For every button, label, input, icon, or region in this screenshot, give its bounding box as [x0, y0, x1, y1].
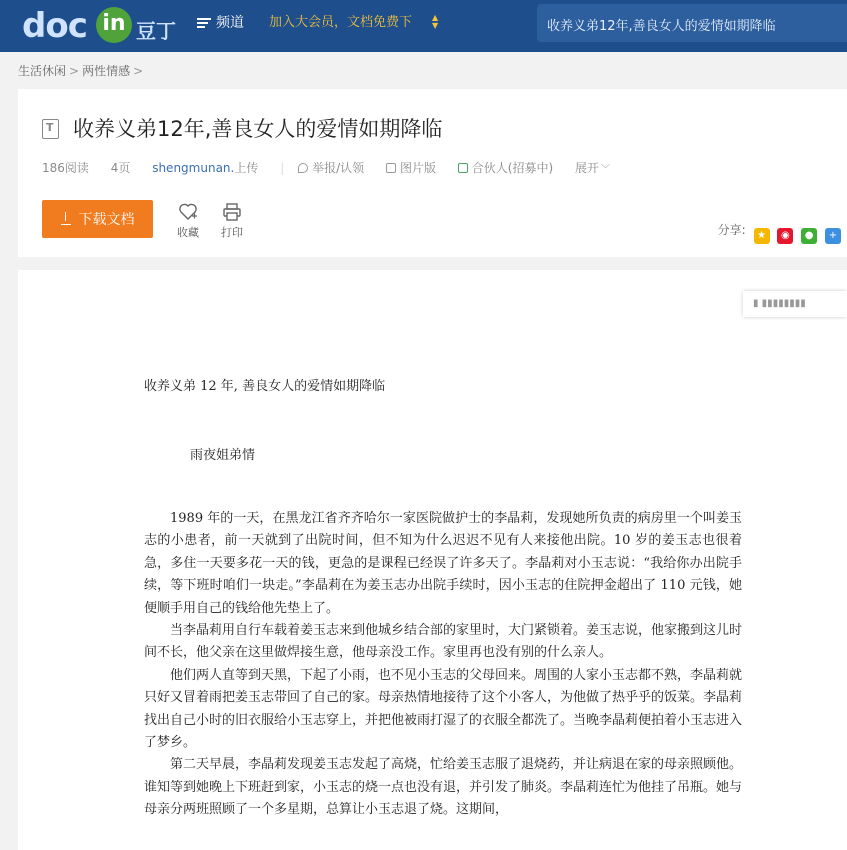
heart-icon — [178, 202, 198, 222]
breadcrumb-separator: > — [133, 64, 144, 78]
meta-divider: | — [280, 161, 285, 175]
favorite-button[interactable] — [173, 202, 203, 240]
breadcrumb — [18, 62, 146, 79]
page-count: 4页 — [110, 161, 131, 175]
document-header-panel — [18, 89, 847, 257]
print-label: 打印 — [221, 226, 243, 239]
uploader-link[interactable]: shengmunan. — [152, 161, 235, 175]
more-share-icon[interactable]: + — [825, 228, 841, 244]
share-bar — [718, 221, 841, 244]
qzone-share-icon[interactable]: ★ — [754, 228, 770, 244]
search-box — [537, 4, 847, 42]
channel-menu[interactable] — [197, 13, 244, 33]
print-button[interactable] — [217, 202, 247, 240]
paragraph: 他们两人直等到天黑，下起了小雨，也不见小玉志的父母回来。周围的人家小玉志都不熟，李晶莉就只好又冒着雨把姜玉志带回了自己的家。母亲热情地接待了这个小客人，为他做了热乎乎的饭菜。李晶莉找出自己小时的旧衣服给小玉志穿上，并把他被雨打湿了的衣服全都洗了。当晚李晶莉便拍着小玉志进入了梦乡。 — [144, 667, 743, 751]
report-label: 举报/认领 — [312, 161, 365, 175]
document-heading: 收养义弟 12 年, 善良女人的爱情如期降临 — [144, 379, 386, 394]
shield-icon — [298, 163, 308, 173]
read-count: 186阅读 — [42, 161, 89, 175]
favorite-label: 收藏 — [177, 226, 199, 239]
paragraph: 1989 年的一天，在黑龙江省齐齐哈尔一家医院做护士的李晶莉，发现她所负责的病房里一个叫姜玉志的小患者，前一天就到了出院时间，但不知为什么迟迟不见有人来接他出院。10 岁的姜玉志也很着急，多住一天要多花一天的钱，更急的是课程已经误了许多天了。李晶莉对小玉志说：“我给你办出院手续，等下班时咱们一块走。”李晶莉在为姜玉志办出院手续时，因小玉志的住院押金超出了 110 元钱，她便顺手用自己的钱给他先垫上了。 — [144, 511, 742, 616]
weibo-share-icon[interactable]: ◉ — [777, 228, 793, 244]
wechat-share-icon[interactable]: ● — [801, 228, 817, 244]
document-body — [144, 508, 742, 822]
page-title: 收养义弟12年,善良女人的爱情如期降临 — [73, 117, 443, 141]
document-viewer-page — [18, 270, 847, 850]
expand-toggle[interactable] — [575, 161, 610, 175]
partner-link[interactable] — [458, 161, 553, 175]
expand-label: 展开 — [574, 161, 599, 175]
breadcrumb-separator: > — [69, 64, 80, 78]
viewer-side-tab[interactable]: ▮ ▮▮▮▮▮▮▮▮ — [743, 291, 847, 317]
upload-suffix: 上传 — [234, 161, 259, 175]
docin-logo[interactable] — [22, 6, 177, 46]
logo-doc-text: doc — [22, 6, 87, 46]
paragraph: 当李晶莉用自行车载着姜玉志来到他城乡结合部的家里时，大门紧锁着。姜玉志说，他家搬到这儿时间不长，他父亲在这里做焊接生意，他母亲没工作。家里再也没有别的什么亲人。 — [144, 623, 743, 661]
search-input[interactable] — [545, 12, 839, 36]
document-subheading: 雨夜姐弟情 — [190, 448, 256, 463]
vip-toggle-icon[interactable]: ▲ ▼ — [432, 13, 439, 30]
partner-label: 合伙人(招募中) — [471, 161, 554, 175]
download-label: 下载文档 — [78, 212, 135, 228]
download-button[interactable] — [42, 200, 153, 238]
image-version-link[interactable] — [386, 161, 436, 175]
paragraph: 第二天早晨，李晶莉发现姜玉志发起了高烧，忙给姜玉志服了退烧药，并让病退在家的母亲照顾他。谁知等到她晚上下班赶到家，小玉志的烧一点也没有退，并引发了肺炎。李晶莉连忙为他挂了吊瓶。她与母亲分两班照顾了一个多星期，总算让小玉志退了烧。这期间， — [144, 757, 743, 818]
breadcrumb-item-relationships[interactable]: 两性情感 — [82, 64, 131, 78]
printer-icon — [222, 202, 242, 222]
image-icon — [386, 163, 396, 173]
chevron-down-icon: ﹀ — [601, 165, 611, 175]
share-label: 分享: — [717, 223, 746, 237]
text-document-icon: T — [42, 119, 59, 139]
breadcrumb-item-life[interactable]: 生活休闲 — [18, 64, 67, 78]
image-version-label: 图片版 — [399, 161, 436, 175]
logo-in-badge: in — [96, 7, 132, 43]
vip-link[interactable]: 加入大会员，文档免费下 — [269, 15, 413, 30]
channel-label: 频道 — [216, 15, 244, 31]
logo-cn-text: 豆丁 — [136, 19, 176, 43]
hamburger-icon — [197, 16, 211, 30]
document-meta — [42, 159, 628, 176]
top-nav-bar — [0, 0, 847, 52]
download-icon — [61, 214, 71, 225]
partner-icon — [458, 163, 468, 173]
report-link[interactable] — [298, 161, 364, 175]
